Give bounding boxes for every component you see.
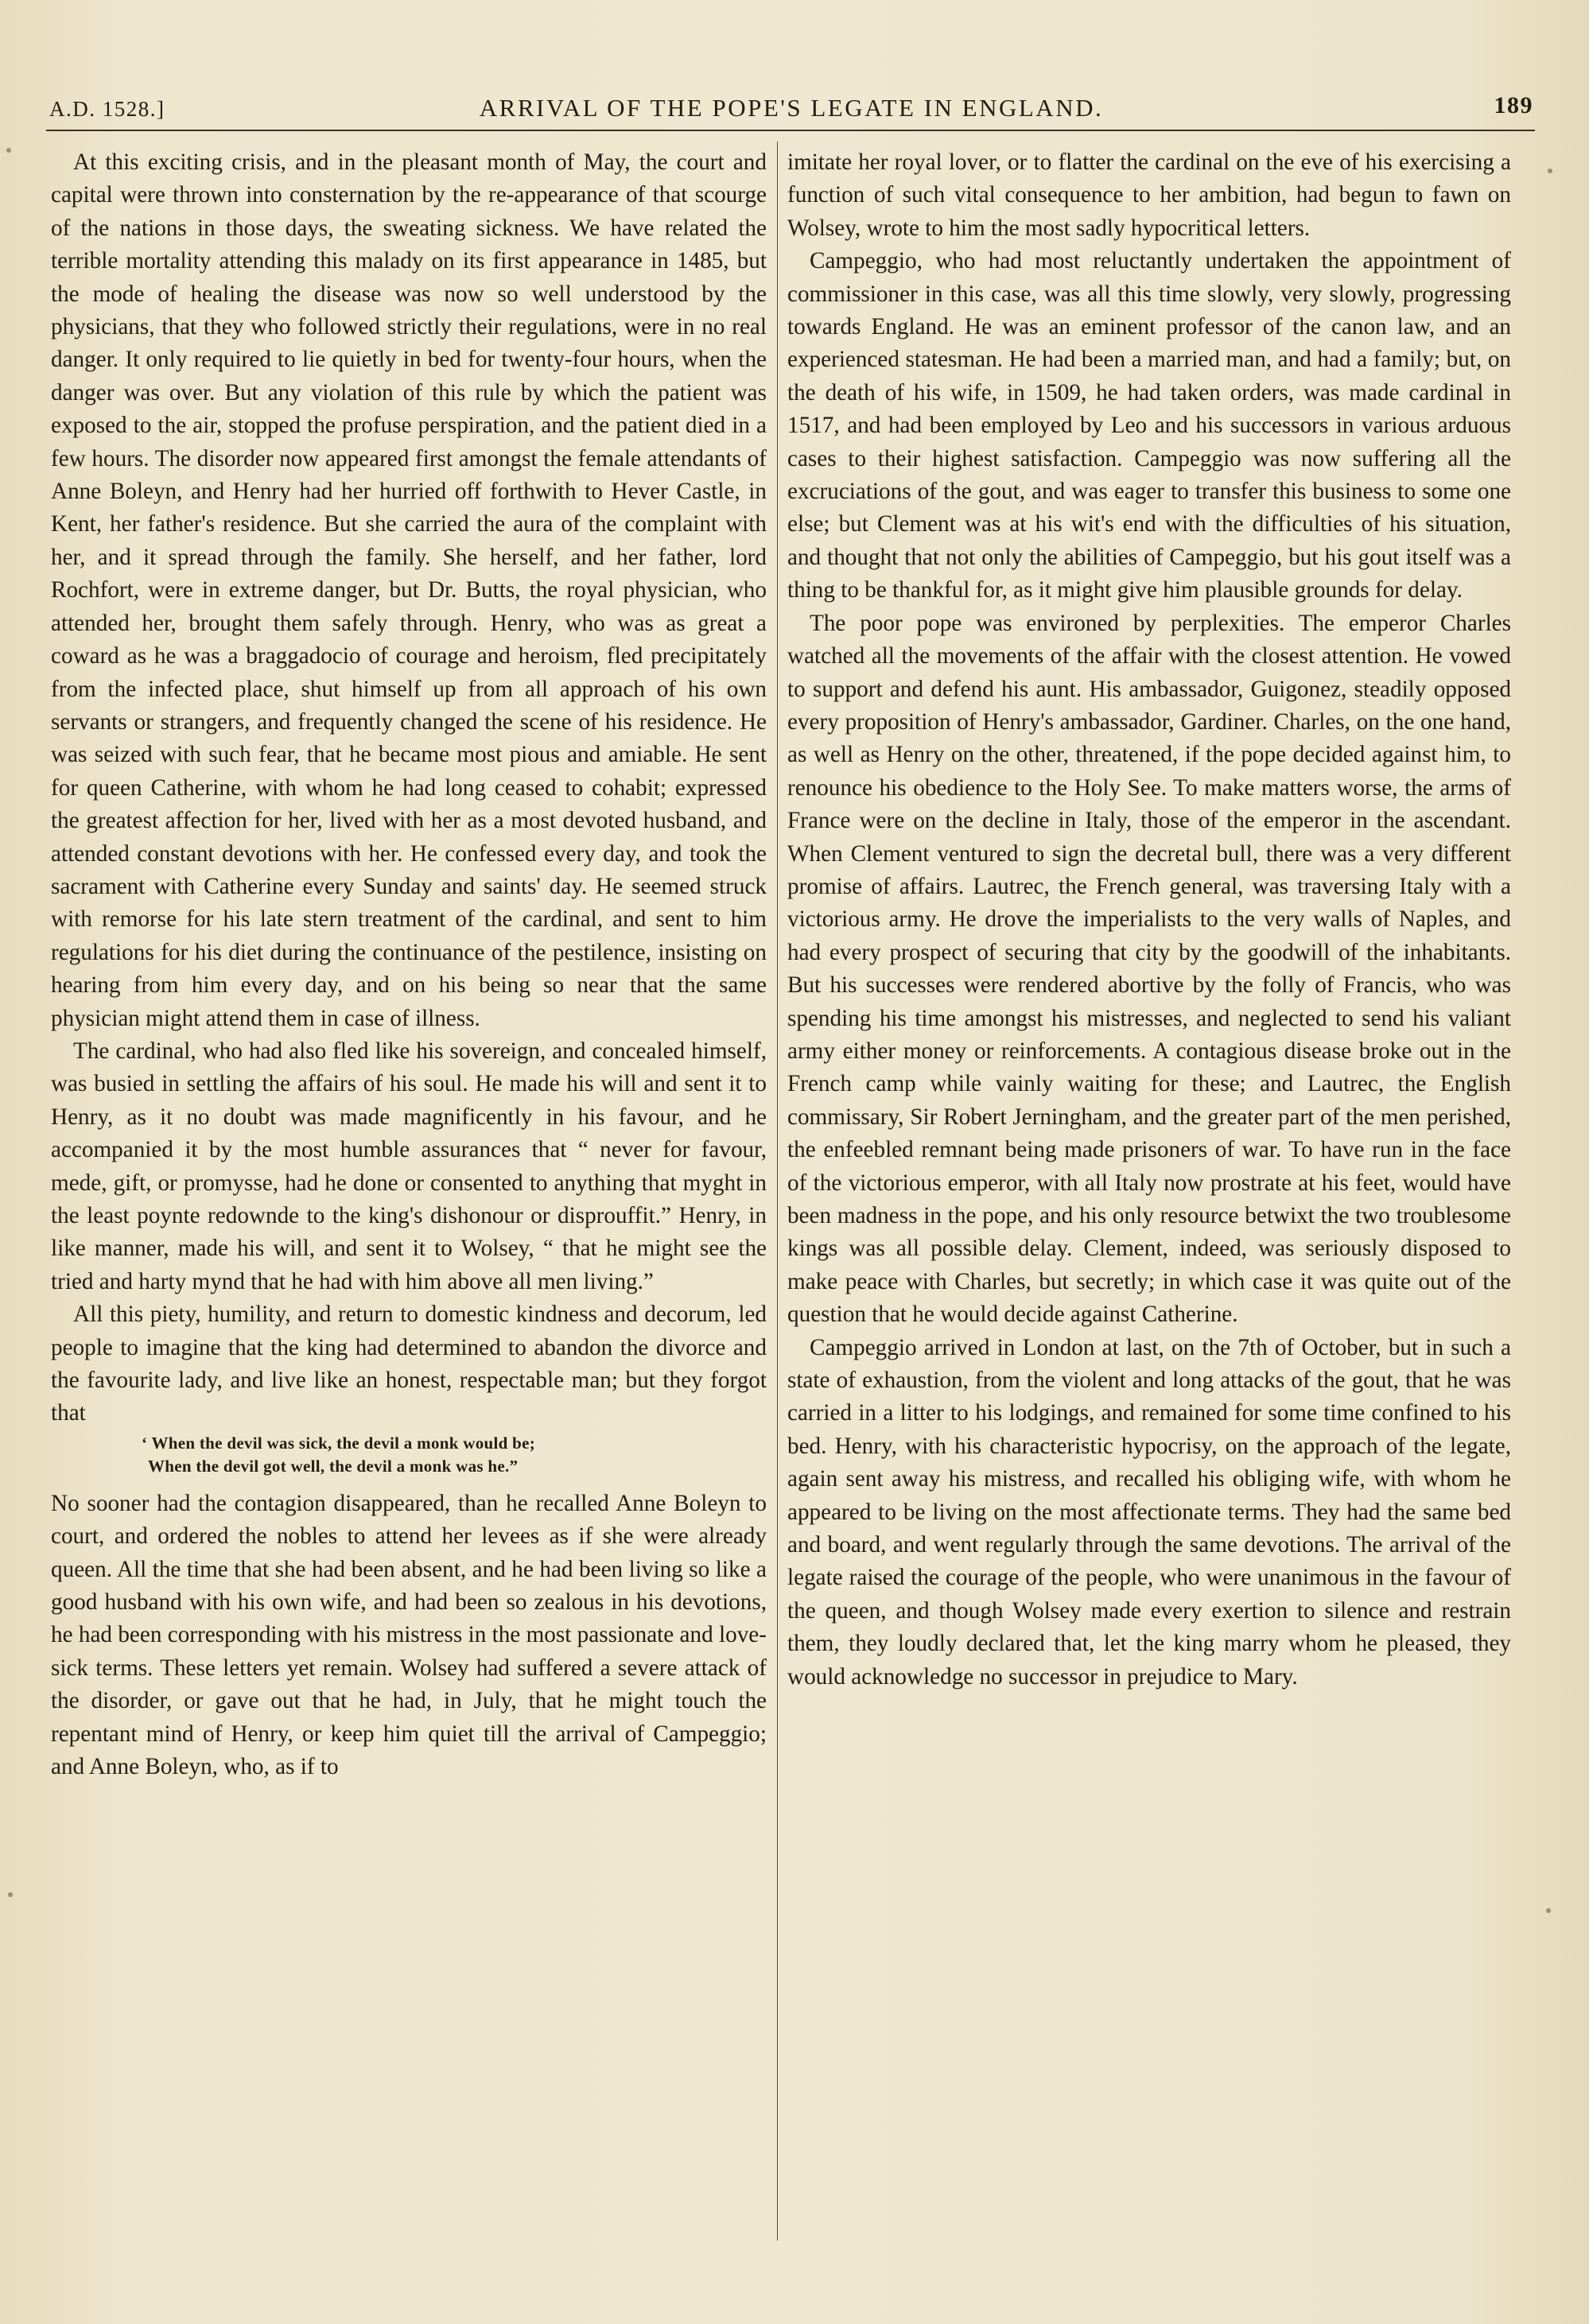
margin-speck (6, 148, 11, 153)
paragraph: All this piety, humility, and return to domestic kindness and decorum, led people to imagine that the king had determined to abandon the divorce and the favourite lady, and live like an honest, respectable man; but they forgot that (51, 1302, 767, 1426)
paragraph: Campeggio, who had most reluctantly undertaken the appointment of commissioner in this case, was all this time slowly, very slowly, progressing towards England. He was an eminent professor of the canon law, and an experienced statesman. He had been a married man, and had a family; but, on the death of his wife, in 1509, he had taken orders, was made cardinal in 1517, and had been employed by Leo and his successors in various arduous cases to their highest satisfaction. Campeggio was now suffering all the excruciations of the gout, and was eager to transfer this business to some one else; but Clement was at his wit's end with the difficulties of his situation, and thought that not only the abilities of Campeggio, but his gout itself was a thing to be thankful for, as it might give him plausible grounds for delay. (787, 248, 1511, 603)
paragraph: No sooner had the contagion disappeared, than he recalled Anne Boleyn to court, and ordered the nobles to attend her levees as if she were already queen. All the time that she had been absent, and he had been living so like a good husband with his own wife, and had been so zealous in his devotions, he had been corresponding with his mistress in the most passionate and love-sick terms. These letters yet remain. Wolsey had suffered a severe attack of the disorder, or gave out that he had, in July, that he might touch the repentant mind of Henry, or keep him quiet till the arrival of Campeggio; and Anne Boleyn, who, as if to (51, 1490, 767, 1780)
header-year: A.D. 1528.] (49, 97, 165, 121)
paragraph: The poor pope was environed by perplexities. The emperor Charles watched all the movements of the affair with the closest attention. He vowed to support and defend his aunt. His ambassador, Guigonez, steadily opposed every proposition of Henry's ambassador, Gardiner. Charles, on the one hand, as well as Henry on the other, threatened, if the pope decided against him, to renounce his obedience to the Holy See. To make matters worse, the arms of France were on the decline in Italy, those of the emperor in the ascendant. When Clement ventured to sign the decretal bull, there was a very different promise of affairs. Lautrec, the French general, was traversing Italy with a victorious army. He drove the imperialists to the very walls of Naples, and had every prospect of securing that city by the goodwill of the inhabitants. But his successes were rendered abortive by the folly of Francis, who was spending his time amongst his mistresses, and neglected to send his valiant army either money or reinforcements. A contagious disease broke out in the French camp while vainly waiting for these; and Lautrec, the English commissary, Sir Robert Jerningham, and the greater part of the men perished, the enfeebled remnant being made prisoners of war. To have run in the face of the victorious emperor, with all Italy now prostrate at his feet, would have been madness in the pope, and his only resource betwixt the two troublesome kings was all possible delay. Clement, indeed, was seriously disposed to make peace with Charles, but secretly; in which case it was quite out of the question that he would decide against Catherine. (787, 610, 1511, 1328)
paragraph: Campeggio arrived in London at last, on the 7th of October, but in such a state of exhaustion, from the violent and long attacks of the gout, that he was carried in a litter to his lodgings, and remained for some time confined to his bed. Henry, with his characteristic hypocrisy, on the approach of the legate, again sent away his mistress, and recalled his obliging wife, with whom he appeared to be living on the most affectionate terms. They had the same bed and board, and went regularly through the same devotions. The arrival of the legate raised the courage of the people, who were unanimous in the favour of the queen, and though Wolsey made every exertion to silence and restrain them, they loudly declared that, let the king marry whom he pleased, they would acknowledge no successor in prejudice to Mary. (787, 1334, 1511, 1690)
header-rule (46, 130, 1535, 131)
paragraph: imitate her royal lover, or to flatter the cardinal on the eve of his exercising a function of such vital consequence to her ambition, had begun to fawn on Wolsey, wrote to him the most sadly hypocritical letters. (787, 149, 1511, 241)
margin-speck (1546, 1908, 1551, 1913)
running-header (49, 89, 1533, 129)
header-title: ARRIVAL OF THE POPE'S LEGATE IN ENGLAND. (479, 94, 1104, 122)
margin-speck (1548, 169, 1552, 173)
verse-line: ‘ When the devil was sick, the devil a monk would be; (142, 1433, 536, 1453)
verse-line: When the devil got well, the devil a monk was he.” (148, 1456, 519, 1476)
left-column (51, 146, 767, 1784)
verse-quote (51, 1432, 767, 1478)
margin-speck (8, 1892, 13, 1897)
page-number: 189 (1494, 92, 1533, 118)
column-divider (777, 142, 778, 2241)
right-column (787, 146, 1511, 1694)
paragraph: The cardinal, who had also fled like his sovereign, and concealed himself, was busied in settling the affairs of his soul. He made his will and sent it to Henry, as it no doubt was made magnificently in his favour, and he accompanied it by the most humble assurances that “ never for favour, mede, gift, or promysse, had he done or consented to anything that myght in the least poynte redownde to the king's dishonour or disprouffit.” Henry, in like manner, made his will, and sent it to Wolsey, “ that he might see the tried and harty mynd that he had with him above all men living.” (51, 1038, 767, 1294)
paragraph: At this exciting crisis, and in the pleasant month of May, the court and capital were thrown into consternation by the re-appearance of that scourge of the nations in those days, the sweating sickness. We have related the terrible mortality attending this malady on its first appearance in 1485, but the mode of healing the disease was now so well understood by the physicians, that they who followed strictly their regulations, were in no real danger. It only required to lie quietly in bed for twenty-four hours, when the danger was over. But any violation of this rule by which the patient was exposed to the air, stopped the profuse perspiration, and the patient died in a few hours. The disorder now appeared first amongst the female attendants of Anne Boleyn, and Henry had her hurried off forthwith to Hever Castle, in Kent, her father's residence. But she carried the aura of the complaint with her, and it spread through the family. She herself, and her father, lord Rochfort, were in extreme danger, but Dr. Butts, the royal physician, who attended her, brought them safely through. Henry, who was as great a coward as he was a braggadocio of courage and heroism, fled precipitately from the infected place, shut himself up from all approach of his own servants or strangers, and frequently changed the scene of his residence. He was seized with such fear, that he became most pious and amiable. He sent for queen Catherine, with whom he had long ceased to cohabit; expressed the greatest affection for her, lived with her as a most devoted husband, and attended constant devotions with her. He confessed every day, and took the sacrament with Catherine every Sunday and saints' day. He seemed struck with remorse for his late stern treatment of the cardinal, and sent to him regulations for his diet during the continuance of the pestilence, insisting on hearing from him every day, and on his being so near that the same physician might attend them in case of illness. (51, 149, 767, 1031)
